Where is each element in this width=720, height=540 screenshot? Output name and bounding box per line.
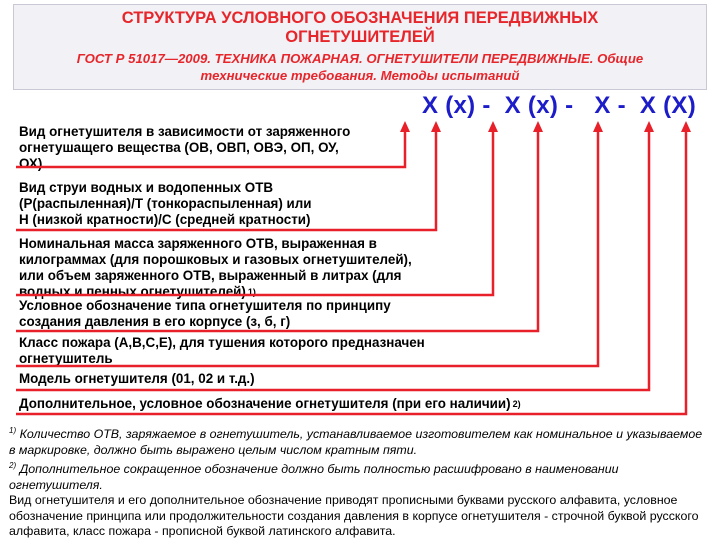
- footnote-1: [9, 423, 709, 458]
- item-additional-text: Дополнительное, условное обозначение огнетушителя (при его наличии): [19, 396, 511, 411]
- footnote-2-mark: 2): [9, 461, 17, 471]
- footnote-1-mark: 1): [9, 426, 17, 435]
- arrowhead-4: [533, 121, 543, 132]
- item-fire-class: Класс пожара (А,В,С,Е), для тушения которого предназначен огнетушитель: [19, 335, 425, 366]
- item-nominal-mass-text: Номинальная масса заряженного ОТВ, выраженная в килограммах (для порошковых и газовых огнетушителей), или объем заряженного ОТВ, выраженный в литрах (для водных и пенных огнетушителей): [19, 236, 412, 299]
- footnote-ref-1: 1): [247, 287, 256, 297]
- arrowhead-1: [400, 121, 410, 132]
- footnote-1-text: Количество ОТВ, заряжаемое в огнетушитель, устанавливаемое изготовителем как номинальное и указываемое в маркировке, должно быть выражено целым числом кратным пяти.: [9, 427, 703, 457]
- connector-line-2: [16, 130, 436, 230]
- title-line-2: ОГНЕТУШИТЕЛЕЙ: [285, 28, 435, 46]
- title-line-1: СТРУКТУРА УСЛОВНОГО ОБОЗНАЧЕНИЯ ПЕРЕДВИЖНЫХ: [121, 9, 599, 27]
- subtitle-line-2: технические требования. Методы испытаний: [200, 68, 520, 83]
- connector-line-7: [16, 130, 686, 414]
- item-jet-type: Вид струи водных и водопенных ОТВ (Р(распыленная)/Т (тонкораспыленная) или Н (низкой кратности)/С (средней кратности): [19, 180, 312, 227]
- designation-formula: Х (х) - Х (х) - Х - Х (Х): [421, 92, 696, 119]
- designation-rule-text: Вид огнетушителя и его дополнительное обозначение приводят прописными буквами русского алфавита, условное обозначение принципа или продолжительности создания давления в корпусе огнетушителя - строчной буквой русского алфавита, класс пожара - прописной буквой латинского алфавита.: [9, 493, 699, 539]
- connector-line-6: [16, 130, 649, 390]
- subtitle-line-1: ГОСТ Р 51017—2009. ТЕХНИКА ПОЖАРНАЯ. ОГНЕТУШИТЕЛИ ПЕРЕДВИЖНЫЕ. Общие: [76, 51, 644, 66]
- arrowhead-2: [431, 121, 441, 132]
- connector-line-1: [16, 130, 405, 167]
- footnote-2: [9, 458, 709, 493]
- item-model: Модель огнетушителя (01, 02 и т.д.): [19, 371, 255, 386]
- arrowhead-3: [488, 121, 498, 132]
- arrowhead-6: [644, 121, 654, 132]
- arrowhead-5: [593, 121, 603, 132]
- footnote-2-text: Дополнительное сокращенное обозначение должно быть полностью расшифровано в наименовании огнетушителя.: [9, 462, 619, 492]
- footnotes: [9, 423, 709, 540]
- item-pressure-type: Условное обозначение типа огнетушителя по принципу создания давления в его корпусе (з, б, г): [19, 298, 391, 329]
- footnote-ref-2: 2): [512, 399, 521, 409]
- connector-line-3: [16, 130, 493, 295]
- item-extinguisher-type: Вид огнетушителя в зависимости от заряженного огнетушащего вещества (ОВ, ОВП, ОВЭ, ОП, ОУ, ОХ): [19, 124, 351, 171]
- arrowhead-7: [681, 121, 691, 132]
